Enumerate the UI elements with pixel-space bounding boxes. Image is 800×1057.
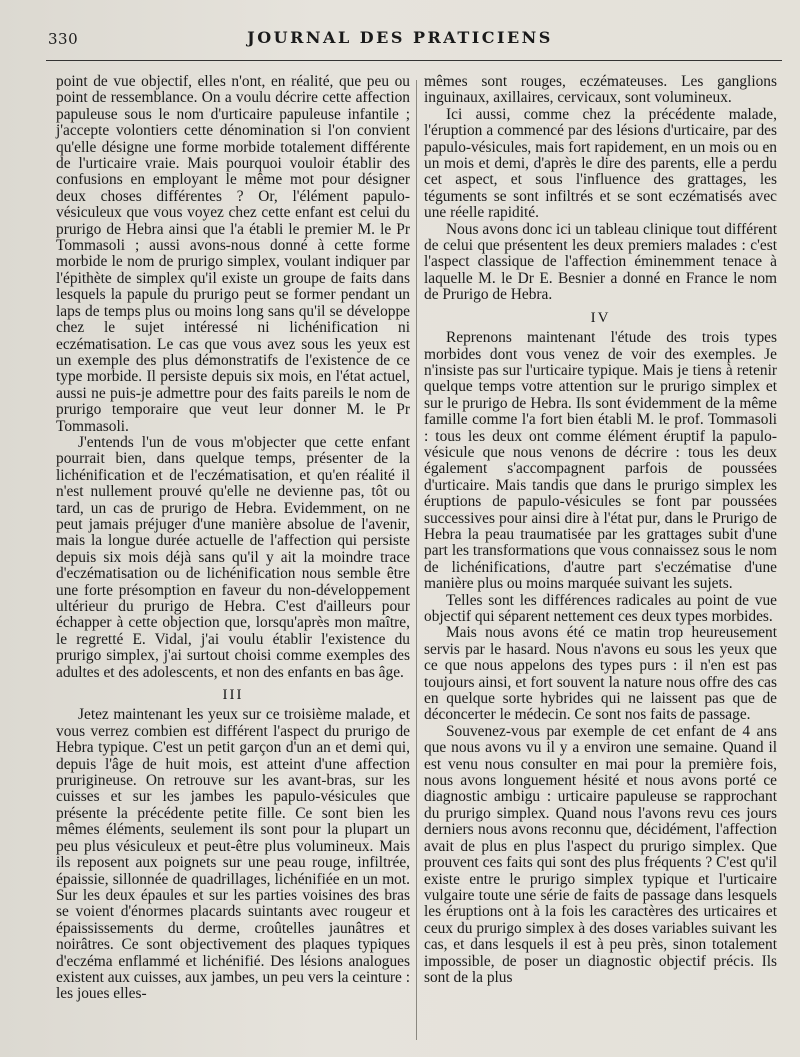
paragraph: point de vue objectif, elles n'ont, en réalité, que peu ou point de ressemblance. On a voulu décrire cette affection papuleuse sous le nom d'urticaire papuleuse infantile ; j'accepte volontiers cette dénomination si l'on convient qu'elle désigne une forme morbide totalement différente de l'urticaire vraie. Mais pourquoi vouloir établir des confusions en employant le même mot pour désigner deux choses différentes ? Or, l'élément papulo-vésiculeux que vous voyez chez cette enfant est celui du prurigo de Hebra ainsi que l'a établi le premier M. le Pr Tommasoli ; aussi avons-nous donné à cette forme morbide le nom de prurigo simplex, voulant indiquer par l'épithète de simplex qu'il existe un groupe de faits dans lesquels la papule du prurigo peut se former pendant un laps de temps plus ou moins long sans qu'il se développe chez le sujet intéressé ni lichénification ni eczématisation. Le cas que vous avez sous les yeux est un exemple des plus démonstratifs de l'existence de ce type morbide. Il persiste depuis six mois, en l'état actuel, aussi ne puis-je admettre pour des faits pareils le nom de prurigo temporaire que veut leur donner M. le Pr Tommasoli. [56,73,410,435]
column-divider [416,80,417,1040]
paragraph: Souvenez-vous par exemple de cet enfant de 4 ans que nous avons vu il y a environ une semaine. Quand il est venu nous consulter en mai pour la première fois, nous avons longuement hésité et nous avons porté ce diagnostic ambigu : urticaire papuleuse se rapprochant du prurigo simplex. Quand nous l'avons revu ces jours derniers nous avons reconnu que, décidément, l'affection avait de plus en plus l'aspect du prurigo simplex. Que prouvent ces faits qui sont des plus fréquents ? C'est qu'il existe entre le prurigo simplex typique et l'urticaire vulgaire toute une série de faits de passage dans lesquels les éruptions ont à la fois les caractères des urticaires et ceux du prurigo simplex à des doses variables suivant les cas, et dans lesquels il est à peu près, sinon totalement impossible, de poser un diagnostic objectif précis. Ils sont de la plus [424,722,777,986]
section-heading-iii: III [222,687,244,704]
paragraph: Telles sont les différences radicales au point de vue objectif qui séparent nettement ces deux types morbides. [424,591,777,625]
left-column [56,74,410,1003]
section-heading-iv: IV [590,309,611,326]
paragraph: J'entends l'un de vous m'objecter que cette enfant pourrait bien, dans quelque temps, présenter de la lichénification et de l'eczématisation, et qu'en réalité il n'est nullement prouvé qu'elle ne devienne pas, tôt ou tard, un cas de prurigo de Hebra. Evidemment, on ne peut jamais préjuger d'une manière absolue de l'avenir, mais la longue durée actuelle de l'affection qui persiste depuis six mois déjà sans qu'il y ait la moindre trace d'eczématisation ou de lichénification nous semble être une forte présomption en faveur du non-développement ultérieur du prurigo de Hebra. C'est d'ailleurs pour échapper à cette objection que, lorsqu'après mon maître, le regretté E. Vidal, j'ai voulu établir l'existence du prurigo simplex, j'ai surtout choisi comme exemples des adultes et des adolescents, et non des enfants en bas âge. [56,433,410,681]
paragraph: Nous avons donc ici un tableau clinique tout différent de celui que présentent les deux premiers malades : c'est l'aspect classique de l'affection éminemment tenace à laquelle M. le Dr E. Besnier a donné en France le nom de Prurigo de Hebra. [424,220,777,304]
paragraph: mêmes sont rouges, eczémateuses. Les ganglions inguinaux, axillaires, cervicaux, sont volumineux. [424,73,777,107]
paragraph: Jetez maintenant les yeux sur ce troisième malade, et vous verrez combien est différent l'aspect du prurigo de Hebra typique. C'est un petit garçon d'un an et demi qui, depuis l'âge de huit mois, est atteint d'une affection prurigineuse. On retrouve sur les avant-bras, sur les cuisses et sur les jambes les papulo-vésicules que présente la précédente petite fille. Ce sont bien les mêmes éléments, seulement ils sont pour la plupart un peu plus vésiculeux et peut-être plus volumineux. Mais ils reposent aux poignets sur une peau rouge, infiltrée, épaissie, sillonnée de quadrillages, lichénifiée en un mot. Sur les deux épaules et sur les parties voisines des bras se voient d'énormes placards suintants avec rougeur et épaississements du derme, croûtelles jaunâtres et noirâtres. Ce sont objectivement des plaques typiques d'eczéma enflammé et lichénifié. Des lésions analogues existent aux cuisses, aux jambes, un peu vers la ceinture : les joues elles- [56,706,410,1003]
journal-title: JOURNAL DES PRATICIENS [247,28,553,47]
paragraph: Ici aussi, comme chez la précédente malade, l'éruption a commencé par des lésions d'urticaire, par des papulo-vésicules, mais fort rapidement, en un mois ou en un mois et demi, d'après le dire des parents, elle a perdu cet aspect, et sous l'influence des grattages, les téguments se sont infiltrés et se sont eczématisés avec une réelle rapidité. [424,105,777,222]
running-header [0,22,800,52]
paragraph: Reprenons maintenant l'étude des trois types morbides dont vous venez de voir des exemples. Je n'insiste pas sur l'urticaire typique. Mais je tiens à retenir quelque temps votre attention sur le prurigo simplex et sur le prurigo de Hebra. Ils sont évidemment de la même famille comme l'a fort bien établi M. le prof. Tommasoli : tous les deux ont comme élément éruptif la papulo-vésicule que nous venons de décrire : tous les deux également s'accompagnent parfois de poussées d'urticaire. Mais tandis que dans le prurigo simplex les éruptions de papulo-vésicules se font par poussées successives pour ainsi dire à l'état pur, dans le Prurigo de Hebra la peau traumatisée par les grattages subit d'une part les transformations que vous connaissez sous le nom de lichénifications, d'autre part s'eczématise d'une manière plus ou moins marquée suivant les sujets. [424,329,777,593]
header-rule [46,60,782,61]
page-number: 330 [48,30,79,48]
paragraph: Mais nous avons été ce matin trop heureusement servis par le hasard. Nous n'avons eu sous les yeux que ce que nous appelons des types purs : il n'en est pas toujours ainsi, et fort souvent la nature nous offre des cas en quelque sorte hybrides qui ne laissent pas que de déconcerter le médecin. Ce sont nos faits de passage. [424,624,777,724]
right-column [424,74,777,986]
